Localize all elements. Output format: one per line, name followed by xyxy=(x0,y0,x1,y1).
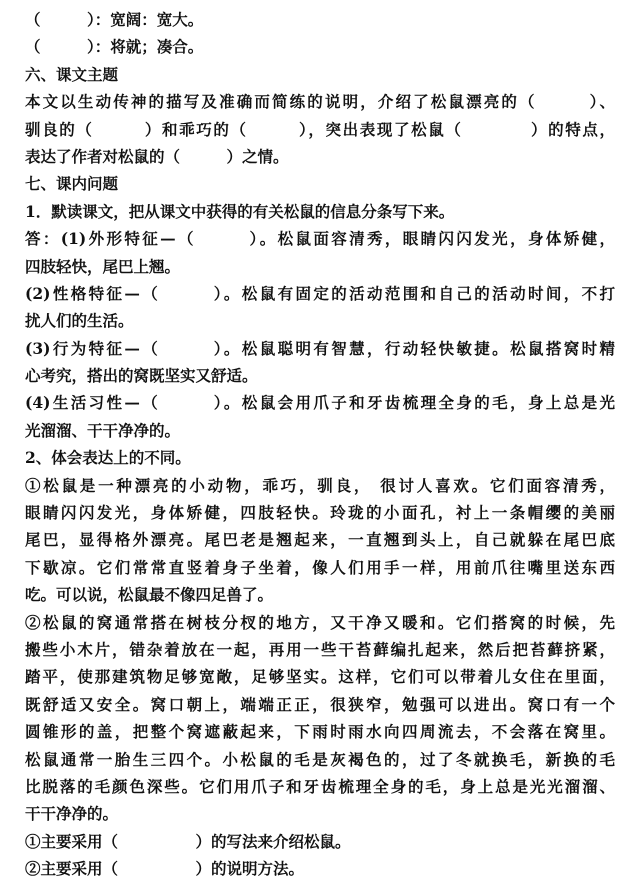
passage-2-line-5: 圆锥形的盖，把整个窝遮蔽起来，下雨时雨水向四周流去，不会落在窝里。 xyxy=(25,722,615,742)
question-2: 2、体会表达上的不同。 xyxy=(25,448,191,468)
answer-personality-line-2: 扰人们的生活。 xyxy=(25,311,134,331)
question-1: 1．默读课文，把从课文中获得的有关松鼠的信息分条写下来。 xyxy=(25,201,455,221)
theme-paragraph-line-2: 驯良的（ ）和乖巧的（ ），突出表现了松鼠（ ）的特点， xyxy=(25,119,615,139)
vocab-item-1: （ ）：宽阔：宽大。 xyxy=(25,10,204,29)
section-heading-questions: 七、课内问题 xyxy=(25,174,119,194)
answer-habits-line-2: 光溜溜、干干净净的。 xyxy=(25,420,181,440)
passage-2-line-8: 干干净净的。 xyxy=(25,804,119,824)
passage-1-line-5: 吃。可以说，松鼠最不像四足兽了。 xyxy=(25,585,274,605)
answer-behavior-line-1: (3)行为特征—（ ）。松鼠聪明有智慧，行动轻快敏捷。松鼠搭窝时精 xyxy=(25,338,615,358)
passage-2-line-4: 既舒适又安全。窝口朝上，端端正正，很狭窄，勉强可以进出。窝口有一个 xyxy=(25,694,615,714)
passage-1-line-1: ①松鼠是一种漂亮的小动物，乖巧，驯良， 很讨人喜欢。它们面容清秀， xyxy=(25,475,615,495)
passage-1-line-3: 尾巴，显得格外漂亮。尾巴老是翘起来，一直翘到头上，自己就躲在尾巴底 xyxy=(25,530,615,550)
passage-1-line-2: 眼睛闪闪发光，身体矫健，四肢轻快。玲珑的小面孔，衬上一条帽缨的美丽 xyxy=(25,503,615,523)
passage-2-line-1: ②松鼠的窝通常搭在树枝分杈的地方，又干净又暖和。它们搭窝的时候，先 xyxy=(25,612,615,632)
passage-1-line-4: 下歇凉。它们常常直竖着身子坐着，像人们用手一样，用前爪往嘴里送东西 xyxy=(25,557,615,577)
section-heading-theme: 六、课文主题 xyxy=(25,64,119,84)
answer-habits-line-1: (4)生活习性—（ ）。松鼠会用爪子和牙齿梳理全身的毛，身上总是光 xyxy=(25,393,615,413)
answer-behavior-line-2: 心考究，搭出的窝既坚实又舒适。 xyxy=(25,366,258,386)
passage-2-line-2: 搬些小木片，错杂着放在一起，再用一些干苔藓编扎起来，然后把苔藓挤紧， xyxy=(25,639,615,659)
theme-paragraph-line-3: 表达了作者对松鼠的（ ）之情。 xyxy=(25,146,289,166)
answer-appearance-line-1: 答：(1)外形特征—（ ）。松鼠面容清秀，眼睛闪闪发光，身体矫健， xyxy=(25,229,615,249)
sub-question-1: ①主要采用（ ）的写法来介绍松鼠。 xyxy=(25,831,351,851)
sub-question-2: ②主要采用（ ）的说明方法。 xyxy=(25,859,305,879)
theme-paragraph-line-1: 本文以生动传神的描写及准确而简练的说明，介绍了松鼠漂亮的（ ）、 xyxy=(25,92,615,112)
passage-2-line-3: 踏平，使那建筑物足够宽敞，足够坚实。这样，它们可以带着儿女住在里面， xyxy=(25,667,615,687)
answer-personality-line-1: (2)性格特征—（ ）。松鼠有固定的活动范围和自己的活动时间，不打 xyxy=(25,283,615,303)
passage-2-line-6: 松鼠通常一胎生三四个。小松鼠的毛是灰褐色的，过了冬就换毛，新换的毛 xyxy=(25,749,615,769)
vocab-item-2: （ ）：将就；凑合。 xyxy=(25,37,204,57)
passage-2-line-7: 比脱落的毛颜色深些。它们用爪子和牙齿梳理全身的毛，身上总是光光溜溜、 xyxy=(25,776,615,796)
answer-appearance-line-2: 四肢轻快，尾巴上翘。 xyxy=(25,256,181,276)
